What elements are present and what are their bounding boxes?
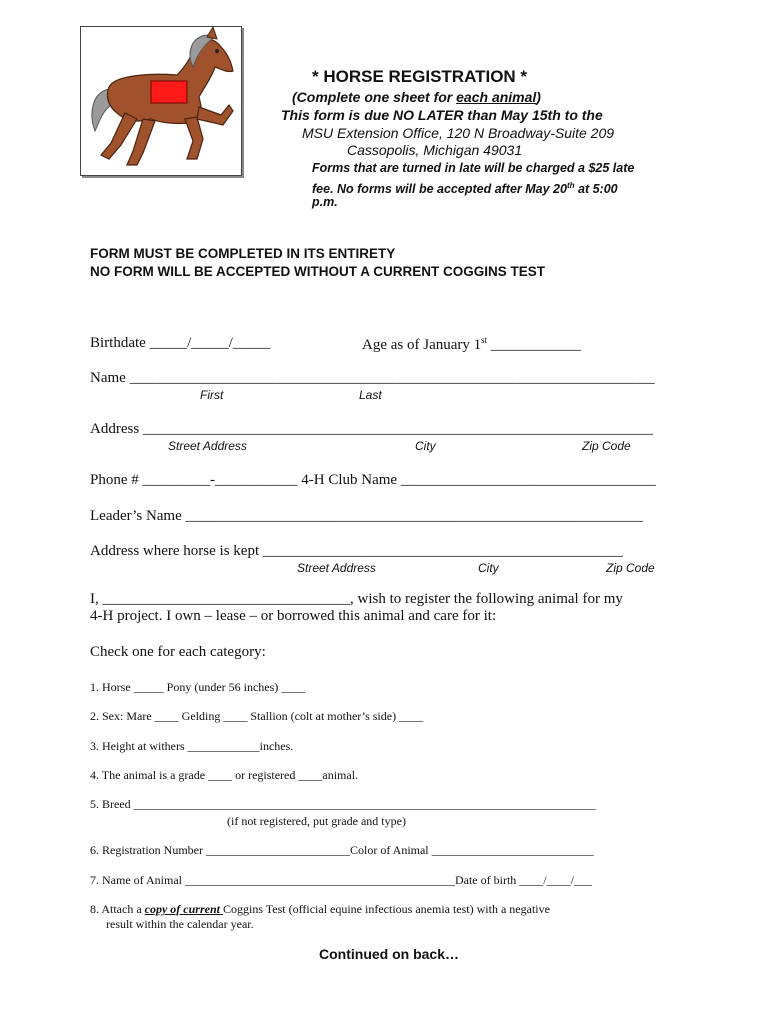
address-street-label: Street Address	[168, 439, 247, 453]
office-city: Cassopolis, Michigan 49031	[347, 142, 523, 158]
statement-line-2: 4-H project. I own – lease – or borrowed this animal and care for it:	[90, 608, 497, 624]
item-grade-registered[interactable]: 4. The animal is a grade ____ or registered ____animal.	[90, 768, 359, 782]
birthdate-field[interactable]: Birthdate _____/_____/_____	[90, 335, 271, 351]
item-breed-note: (if not registered, put grade and type)	[227, 814, 406, 828]
continued-note: Continued on back…	[319, 946, 459, 962]
due-date-line: This form is due NO LATER than May 15th to the	[281, 107, 603, 123]
coggins-emphasis: copy of current	[144, 902, 223, 916]
office-address: MSU Extension Office, 120 N Broadway-Suite 209	[302, 125, 615, 141]
warning-complete: FORM MUST BE COMPLETED IN ITS ENTIRETY	[90, 246, 396, 261]
late-fee-post: at 5:00	[574, 182, 618, 197]
item-horse-pony[interactable]: 1. Horse _____ Pony (under 56 inches) ____	[90, 680, 306, 694]
subtitle	[292, 89, 541, 105]
horse-logo	[80, 26, 242, 176]
age-blank: ____________	[487, 337, 581, 353]
late-fee-line-1: Forms that are turned in late will be charged a $25 late	[312, 161, 635, 175]
name-first-label: First	[200, 388, 224, 402]
item-coggins-line-2: result within the calendar year.	[106, 917, 254, 931]
name-last-label: Last	[359, 388, 382, 402]
address-zip-label: Zip Code	[582, 439, 631, 453]
item-name-dob[interactable]: 7. Name of Animal _____________________________________________Date of birth ____/____/___	[90, 873, 592, 887]
item-registration-color[interactable]: 6. Registration Number ________________________Color of Animal ___________________________	[90, 843, 594, 857]
name-field[interactable]: Name ______________________________________________________________________	[90, 370, 655, 386]
phone-club-field[interactable]: Phone # _________-___________ 4-H Club Name __________________________________	[90, 472, 656, 488]
leader-name-field[interactable]: Leader’s Name _____________________________________________________________	[90, 508, 644, 524]
item-breed[interactable]: 5. Breed _____________________________________________________________________________	[90, 797, 596, 811]
warning-coggins: NO FORM WILL BE ACCEPTED WITHOUT A CURRENT COGGINS TEST	[90, 264, 545, 279]
age-label: Age as of January 1	[362, 337, 482, 353]
horse-city-label: City	[478, 561, 499, 575]
item-height[interactable]: 3. Height at withers ____________inches.	[90, 739, 294, 753]
address-field[interactable]: Address ____________________________________________________________________	[90, 421, 653, 437]
subtitle-underlined: each animal	[456, 89, 537, 105]
horse-address-field[interactable]: Address where horse is kept ________________________________________________	[90, 543, 623, 559]
page-title: * HORSE REGISTRATION *	[312, 67, 528, 86]
address-city-label: City	[415, 439, 436, 453]
coggins-pre: 8. Attach a	[90, 902, 145, 916]
horse-zip-label: Zip Code	[606, 561, 655, 575]
check-heading: Check one for each category:	[90, 644, 266, 660]
horse-street-label: Street Address	[297, 561, 376, 575]
late-fee-sup: th	[566, 181, 575, 190]
statement-line-1[interactable]: I, _________________________________, wish to register the following animal for my	[90, 591, 623, 607]
age-sup: st	[481, 335, 488, 345]
late-fee-line-2	[312, 177, 618, 198]
subtitle-pre: (Complete one sheet for	[292, 89, 457, 105]
coggins-post: Coggins Test (official equine infectious anemia test) with a negative	[222, 902, 550, 916]
age-field[interactable]	[362, 335, 581, 354]
late-fee-pre: fee. No forms will be accepted after May 20	[312, 182, 567, 197]
horse-icon	[81, 27, 241, 175]
item-coggins-line-1	[90, 902, 550, 917]
late-fee-line-3: p.m.	[312, 195, 338, 209]
subtitle-post: )	[536, 89, 541, 105]
item-sex[interactable]: 2. Sex: Mare ____ Gelding ____ Stallion (colt at mother’s side) ____	[90, 709, 424, 723]
